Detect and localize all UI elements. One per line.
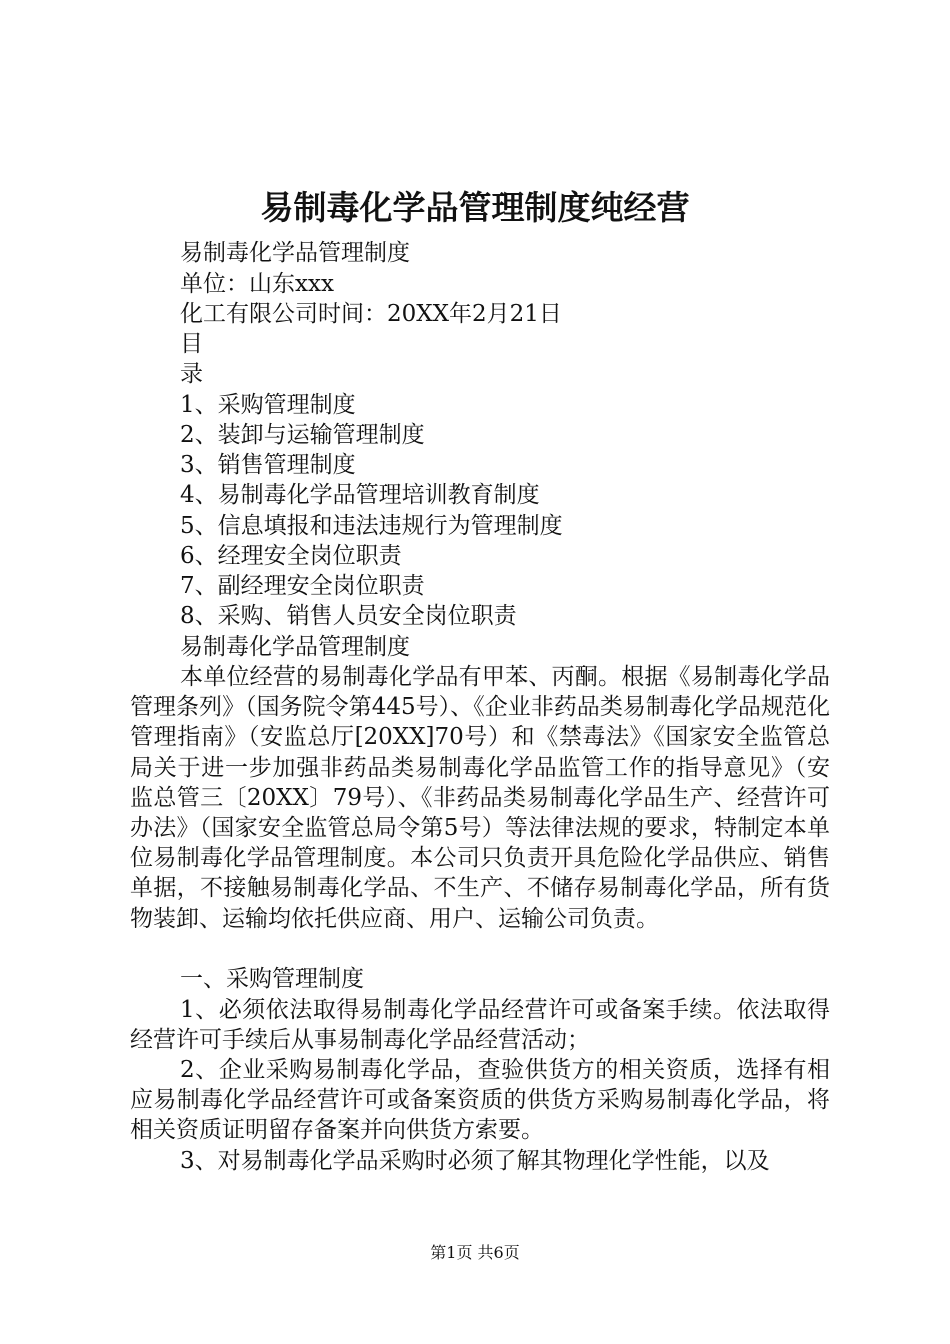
toc-heading-char-2: 录 xyxy=(180,361,203,387)
toc-heading-char-1: 目 xyxy=(180,331,203,357)
section-heading: 易制毒化学品管理制度 xyxy=(180,634,410,660)
paragraph-item-3: 3、对易制毒化学品采购时必须了解其物理化学性能，以及 xyxy=(180,1148,770,1174)
toc-item: 1、采购管理制度 xyxy=(180,392,356,418)
toc-item: 4、易制毒化学品管理培训教育制度 xyxy=(180,482,540,508)
toc-item: 2、装卸与运输管理制度 xyxy=(180,422,425,448)
subtitle-line: 易制毒化学品管理制度 xyxy=(180,240,410,266)
chapter-heading: 一、采购管理制度 xyxy=(180,966,364,992)
company-date-line: 化工有限公司时间：20XX年2月21日 xyxy=(180,301,562,327)
paragraph-item-2: 2、企业采购易制毒化学品，查验供货方的相关资质，选择有相应易制毒化学品经营许可或备案资质的供货方采购易制毒化学品，将相关资质证明留存备案并向供货方索要。 xyxy=(130,1057,830,1144)
intro-paragraph: 本单位经营的易制毒化学品有甲苯、丙酮。根据《易制毒化学品管理条列》（国务院令第445号）、《企业非药品类易制毒化学品规范化管理指南》（安监总厅[20XX]70号）和《禁毒法》《国家安全监管总局关于进一步加强非药品类易制毒化学品监管工作的指导意见》（安监总管三〔20XX〕79号）、《非药品类易制毒化学品生产、经营许可办法》（国家安全监管总局令第5号）等法律法规的要求，特制定本单位易制毒化学品管理制度。本公司只负责开具危险化学品供应、销售单据，不接触易制毒化学品、不生产、不储存易制毒化学品，所有货物装卸、运输均依托供应商、用户、运输公司负责。 xyxy=(130,664,830,932)
page-footer: 第1页 共6页 xyxy=(430,1243,520,1262)
paragraph-item-1: 1、必须依法取得易制毒化学品经营许可或备案手续。依法取得经营许可手续后从事易制毒化学品经营活动； xyxy=(130,997,830,1054)
toc-item: 3、销售管理制度 xyxy=(180,452,356,478)
toc-item: 6、经理安全岗位职责 xyxy=(180,543,402,569)
toc-item: 7、副经理安全岗位职责 xyxy=(180,573,425,599)
unit-line: 单位：山东xxx xyxy=(180,271,334,297)
document-title: 易制毒化学品管理制度纯经营 xyxy=(260,188,690,227)
toc-item: 5、信息填报和违法违规行为管理制度 xyxy=(180,513,563,539)
toc-item: 8、采购、销售人员安全岗位职责 xyxy=(180,603,517,629)
